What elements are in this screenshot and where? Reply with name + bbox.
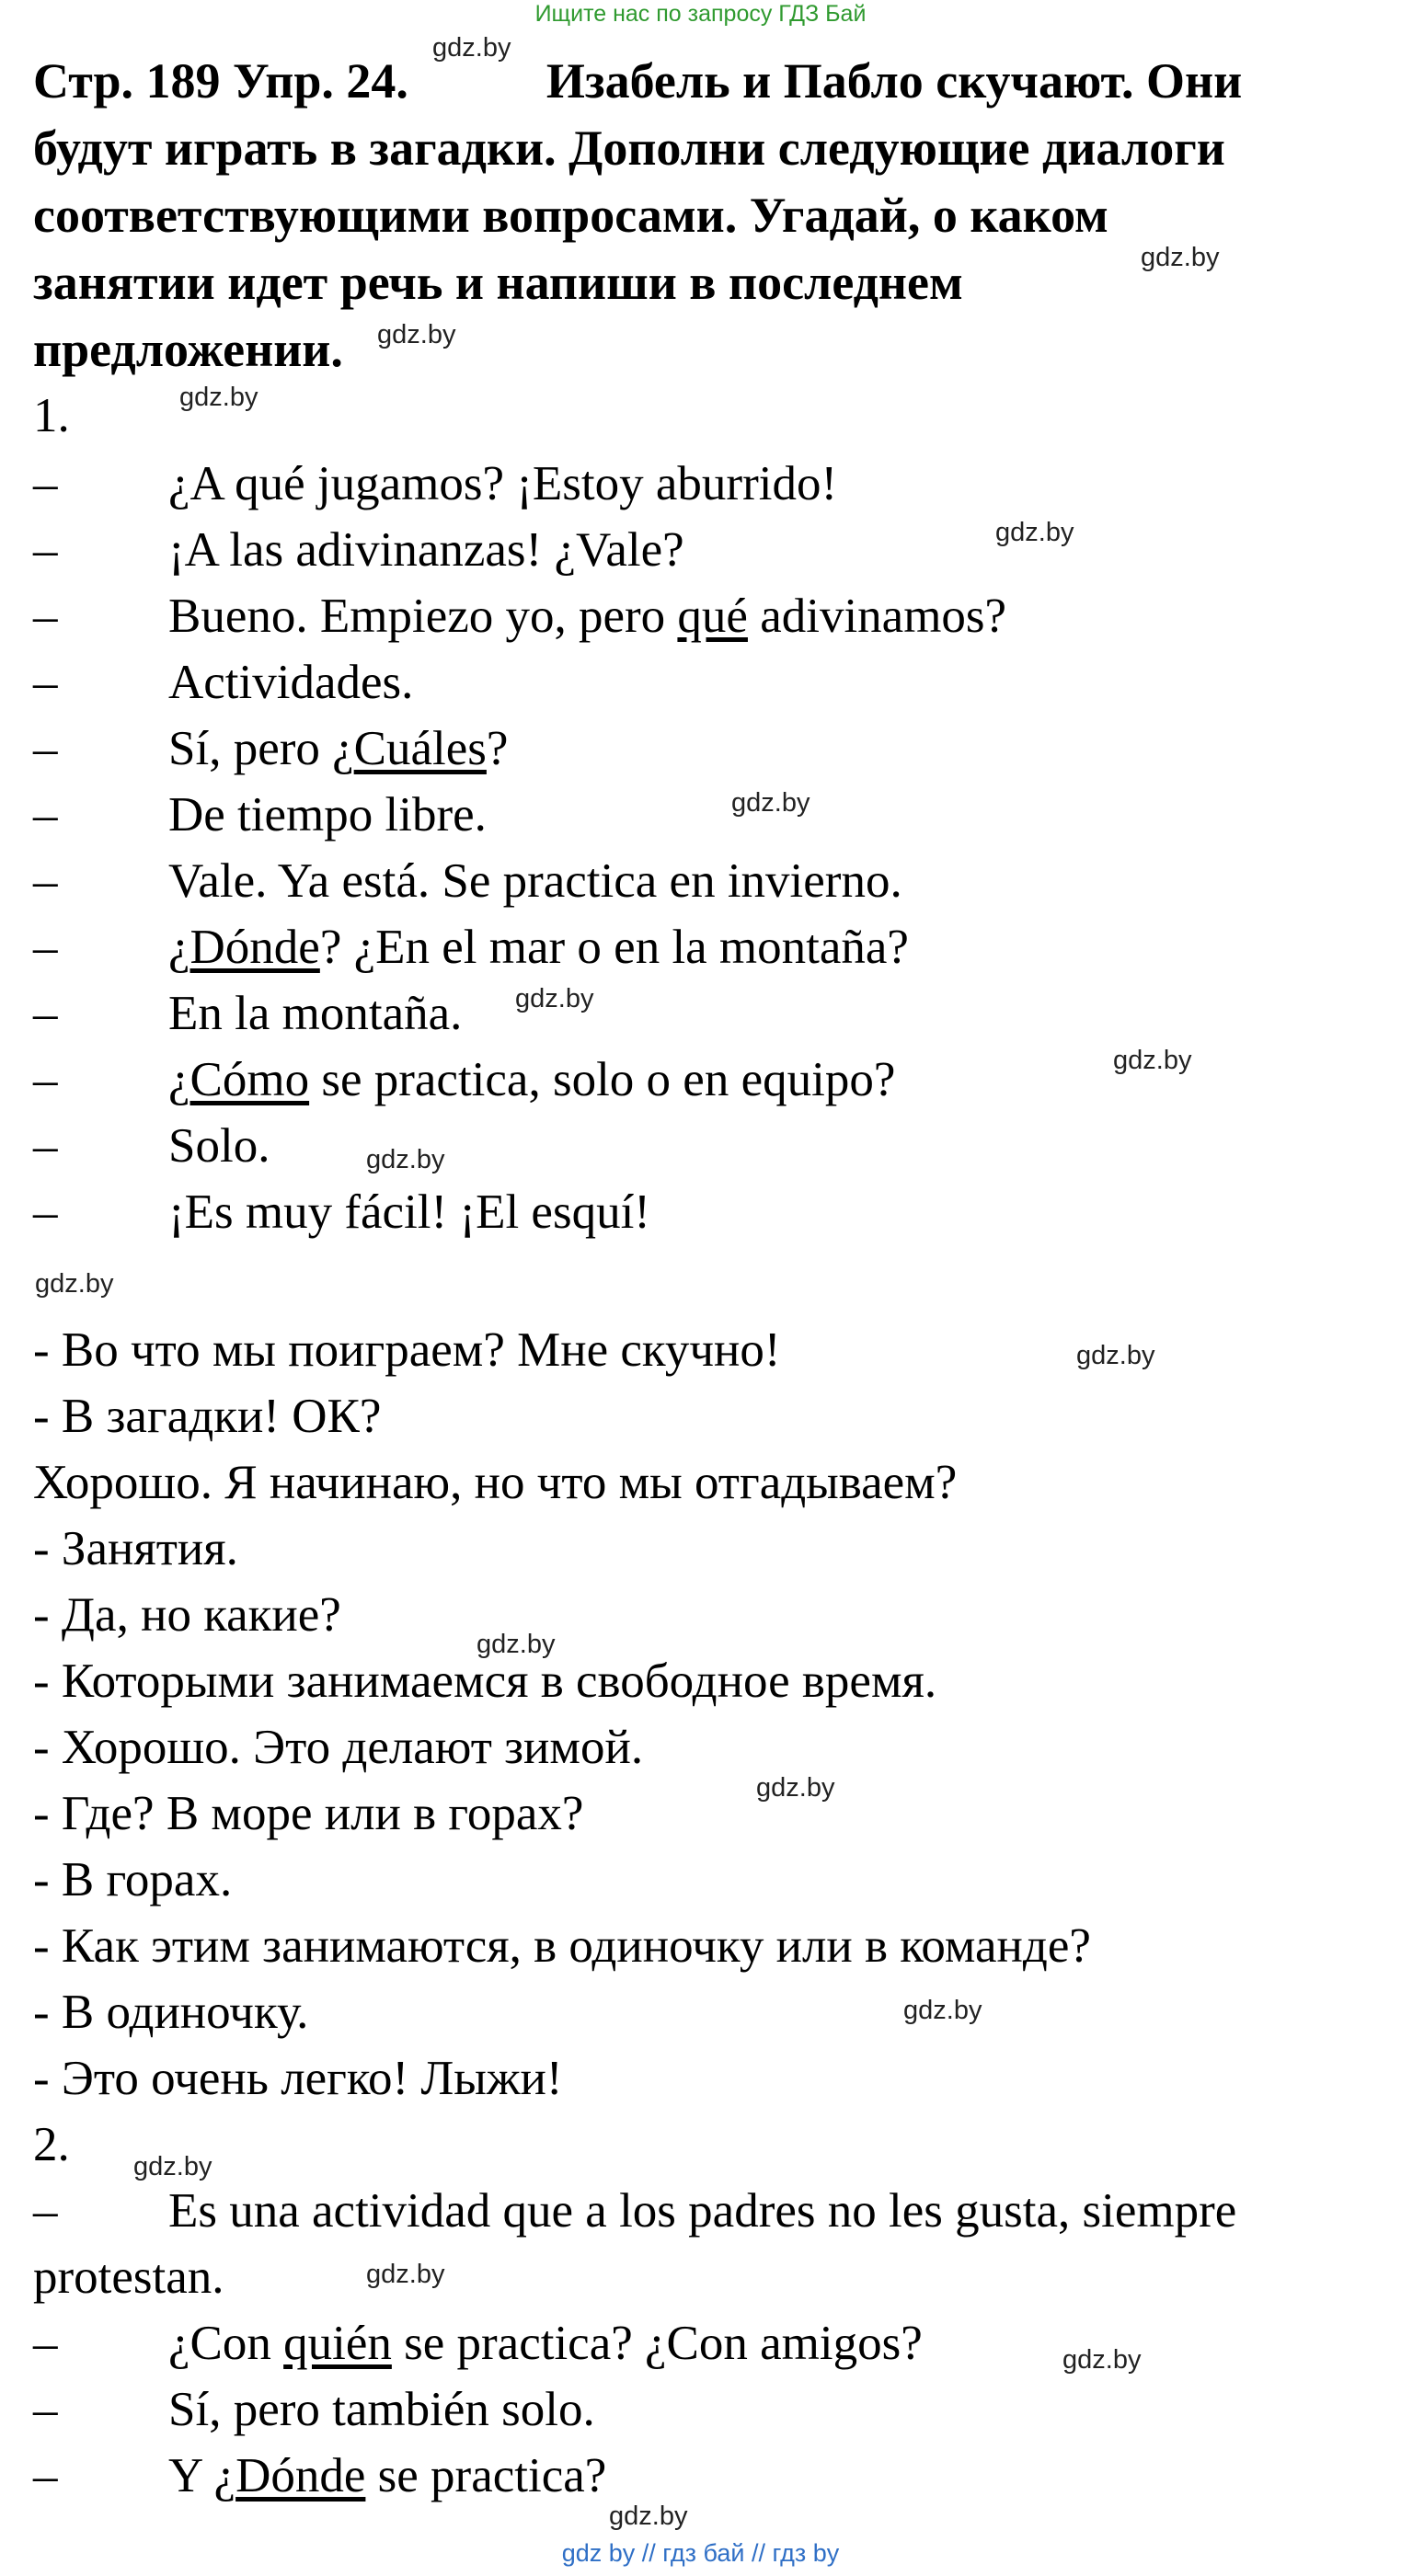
underlined-word: Dónde <box>189 921 320 974</box>
watermark: gdz.by <box>515 984 594 1013</box>
underlined-word: Cuáles <box>353 722 487 775</box>
text: ¿ <box>168 921 190 974</box>
heading-line-2: будут играть в загадки. Дополни следующие диалоги <box>33 120 1225 176</box>
dash: – <box>33 2449 58 2502</box>
dialog-line <box>168 587 1006 646</box>
dialog-line <box>168 918 909 977</box>
heading-line-4: занятии идет речь и напиши в последнем <box>33 255 963 310</box>
dash: – <box>33 921 58 974</box>
watermark: gdz.by <box>995 518 1074 547</box>
dialog-line: Solo. <box>168 1119 270 1173</box>
text: se practica, solo o en equipo? <box>309 1053 896 1106</box>
translation-line: - Занятия. <box>33 1522 238 1575</box>
dialog-line <box>168 719 508 778</box>
text: ¿ <box>168 1053 190 1106</box>
section-2-number: 2. <box>33 2118 70 2171</box>
dialog-line: En la montaña. <box>168 987 463 1040</box>
text: ? ¿En el mar o en la montaña? <box>319 921 909 974</box>
dash: – <box>33 987 58 1040</box>
dialog-line <box>168 1050 895 1109</box>
section-1-number: 1. <box>33 389 70 442</box>
watermark: gdz.by <box>903 1996 982 2025</box>
dash: – <box>33 457 58 510</box>
dialog-line: ¡A las adivinanzas! ¿Vale? <box>168 523 684 577</box>
dash: – <box>33 1119 58 1173</box>
dash: – <box>33 590 58 643</box>
dash: – <box>33 788 58 841</box>
exercise-heading <box>33 48 1367 384</box>
text: se practica? <box>365 2449 607 2502</box>
dash: – <box>33 523 58 577</box>
translation-line: - Хорошо. Это делают зимой. <box>33 1721 644 1774</box>
dash: – <box>33 656 58 709</box>
text: Bueno. Empiezo yo, pero <box>168 590 678 643</box>
translation-line: - В горах. <box>33 1853 233 1906</box>
translation-line: - В загадки! ОК? <box>33 1390 382 1443</box>
dialog-line <box>168 2314 923 2373</box>
underlined-word: Dónde <box>235 2449 366 2502</box>
dash: – <box>33 2383 58 2436</box>
dash: – <box>33 2184 58 2238</box>
heading-line-5: предложении. <box>33 322 343 377</box>
text: Y ¿ <box>168 2449 236 2502</box>
watermark: gdz.by <box>756 1773 835 1803</box>
translation-line: Хорошо. Я начинаю, но что мы отгадываем? <box>33 1456 958 1509</box>
dialog-line <box>168 2446 606 2505</box>
text: se practica? ¿Con amigos? <box>391 2317 923 2370</box>
watermark: gdz.by <box>1062 2345 1142 2375</box>
watermark: gdz.by <box>1113 1046 1192 1075</box>
heading-line-3: соответствующими вопросами. Угадай, о каком <box>33 188 1108 243</box>
dash: – <box>33 2317 58 2370</box>
watermark: gdz.by <box>366 1145 445 1174</box>
watermark: gdz.by <box>35 1269 114 1299</box>
translation-line: - Как этим занимаются, в одиночку или в команде? <box>33 1919 1091 1973</box>
text: ? <box>486 722 509 775</box>
underlined-word: quién <box>283 2317 392 2370</box>
translation-line: - В одиночку. <box>33 1986 309 2039</box>
dialog-line: De tiempo libre. <box>168 788 487 841</box>
text: ¿Con <box>168 2317 284 2370</box>
translation-line: - Это очень легко! Лыжи! <box>33 2052 563 2105</box>
dash: – <box>33 1053 58 1106</box>
dialog-line: Es una actividad que a los padres no les gusta, siempre <box>168 2184 1237 2238</box>
watermark: gdz.by <box>179 383 258 412</box>
heading-line-1b: Изабель и Пабло скучают. Они <box>545 53 1243 109</box>
footer-links: gdz by // гдз бай // гдз by <box>561 2539 840 2567</box>
dash: – <box>33 854 58 908</box>
watermark: gdz.by <box>366 2260 445 2289</box>
translation-line: - Где? В море или в горах? <box>33 1787 584 1840</box>
dialog-line: ¿A qué jugamos? ¡Estoy aburrido! <box>168 457 838 510</box>
watermark: gdz.by <box>1076 1341 1155 1370</box>
heading-line-1a: Стр. 189 Упр. 24. <box>33 53 408 109</box>
underlined-word: Cómo <box>189 1053 310 1106</box>
watermark: gdz.by <box>133 2152 212 2181</box>
underlined-word: qué <box>677 590 748 643</box>
dialog-line: Sí, pero también solo. <box>168 2383 595 2436</box>
translation-line: - Во что мы поиграем? Мне скучно! <box>33 1323 781 1377</box>
watermark: gdz.by <box>1141 243 1220 272</box>
dash: – <box>33 1185 58 1239</box>
translation-line: - Которыми занимаемся в свободное время. <box>33 1654 937 1708</box>
watermark: gdz.by <box>377 320 456 349</box>
translation-line: - Да, но какие? <box>33 1588 341 1642</box>
dialog-line: Vale. Ya está. Se practica en invierno. <box>168 854 902 908</box>
dialog-line-continued: protestan. <box>33 2250 224 2304</box>
text: adivinamos? <box>747 590 1007 643</box>
watermark: gdz.by <box>731 788 810 818</box>
top-banner: Ищите нас по запросу ГДЗ Бай <box>534 1 867 27</box>
dialog-line: ¡Es muy fácil! ¡El esquí! <box>168 1185 650 1239</box>
dialog-line: Actividades. <box>168 656 414 709</box>
watermark: gdz.by <box>609 2502 688 2531</box>
watermark: gdz.by <box>432 33 511 63</box>
text: Sí, pero ¿ <box>168 722 354 775</box>
watermark: gdz.by <box>477 1630 556 1659</box>
dash: – <box>33 722 58 775</box>
